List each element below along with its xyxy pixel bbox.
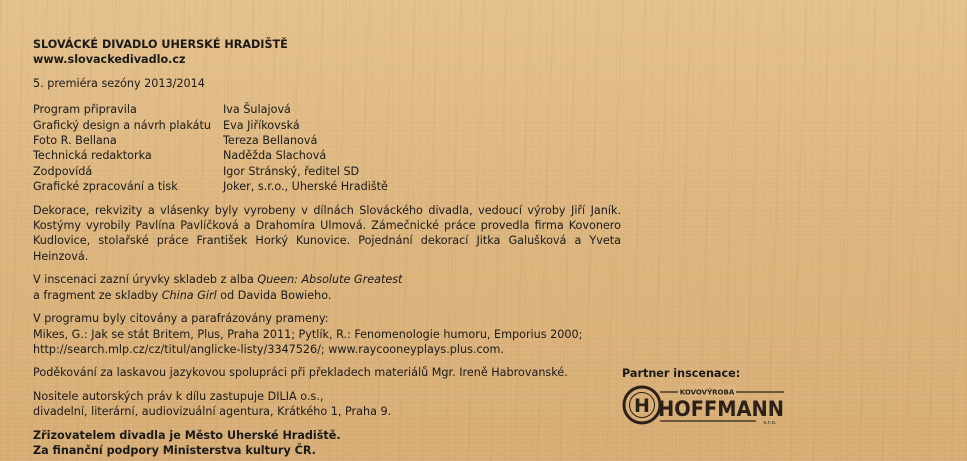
sources-links[interactable]: http://search.mlp.cz/cz/titul/anglicke-listy/3347526/; www.raycooneyplays.plus.com. — [33, 342, 504, 356]
credit-role: Grafický design a návrh plakátu — [33, 118, 211, 132]
sources-paragraph — [33, 311, 633, 357]
partner-label: Partner inscenace: — [622, 367, 741, 380]
logo-suffix: s.r.o. — [763, 420, 777, 426]
music-fragment: a fragment ze skladby — [33, 288, 162, 302]
credit-role: Zodpovídá — [33, 164, 93, 178]
support-line: Za finanční podpory Ministerstva kultury ČR. — [33, 443, 316, 457]
program-credits-page — [33, 37, 633, 458]
credit-role: Foto R. Bellana — [33, 134, 117, 148]
founder-line: Zřizovatelem divadla je Město Uherské Hradiště. — [33, 428, 341, 442]
credit-role: Program připravila — [33, 103, 137, 117]
music-intro: V inscenaci zazní úryvky skladeb z alba — [33, 273, 258, 287]
rights-paragraph — [33, 389, 633, 420]
credit-role: Technická redaktorka — [33, 149, 152, 163]
credit-name: Eva Jiříkovská — [223, 118, 300, 132]
album-title: Queen: Absolute Greatest — [257, 273, 403, 287]
decorations-paragraph: Dekorace, rekvizity a vlásenky byly vyrobeny v dílnách Slováckého divadla, vedoucí výroby Jiří Janík. Kostýmy vyrobily Pavlína Pavlíčková a Drahomíra Ulmová. Zámečnické práce provedla firma Kovonero Kudlovice, stolařské práce František Horký Kunovice. Pojednání dekorací Jitka Galušková a Yveta Heinzová. — [33, 203, 621, 263]
credit-role: Grafické zpracování a tisk — [33, 180, 178, 194]
credit-name: Igor Stránský, ředitel SD — [223, 164, 360, 178]
founder-paragraph — [33, 428, 633, 459]
premiere-info: 5. premiéra sezóny 2013/2014 — [33, 76, 205, 90]
rights-line: divadelní, literární, audiovizuální agentura, Krátkého 1, Praha 9. — [33, 405, 392, 419]
hoffmann-logo — [622, 383, 787, 427]
website-link[interactable]: www.slovackedivadlo.cz — [33, 53, 186, 67]
credit-name: Joker, s.r.o., Uherské Hradiště — [223, 180, 388, 194]
logo-top-text: KOVOVÝROBA — [679, 388, 735, 397]
rights-line: Nositele autorských práv k dílu zastupuje DILIA o.s., — [33, 389, 324, 403]
logo-initial: H — [634, 395, 650, 417]
credit-name: Iva Šulajová — [223, 103, 291, 117]
credit-name: Naděžda Slachová — [223, 149, 327, 163]
credits-table — [33, 102, 633, 194]
credit-name: Tereza Bellanová — [223, 134, 318, 148]
sources-books: Mikes, G.: Jak se stát Britem, Plus, Praha 2011; Pytlík, R.: Fenomenologie humoru, Emporius 2000; — [33, 327, 583, 341]
music-author: od Davida Bowieho. — [216, 288, 332, 302]
logo-name: HOFFMANN — [658, 397, 784, 421]
sources-heading: V programu byly citovány a parafrázovány prameny: — [33, 312, 329, 326]
thanks-paragraph: Poděkování za laskavou jazykovou spolupráci při překladech materiálů Mgr. Ireně Habrovanské. — [33, 366, 568, 380]
song-title: China Girl — [161, 288, 217, 302]
music-paragraph — [33, 272, 633, 303]
theatre-name: SLOVÁCKÉ DIVADLO UHERSKÉ HRADIŠTĚ — [33, 38, 288, 51]
